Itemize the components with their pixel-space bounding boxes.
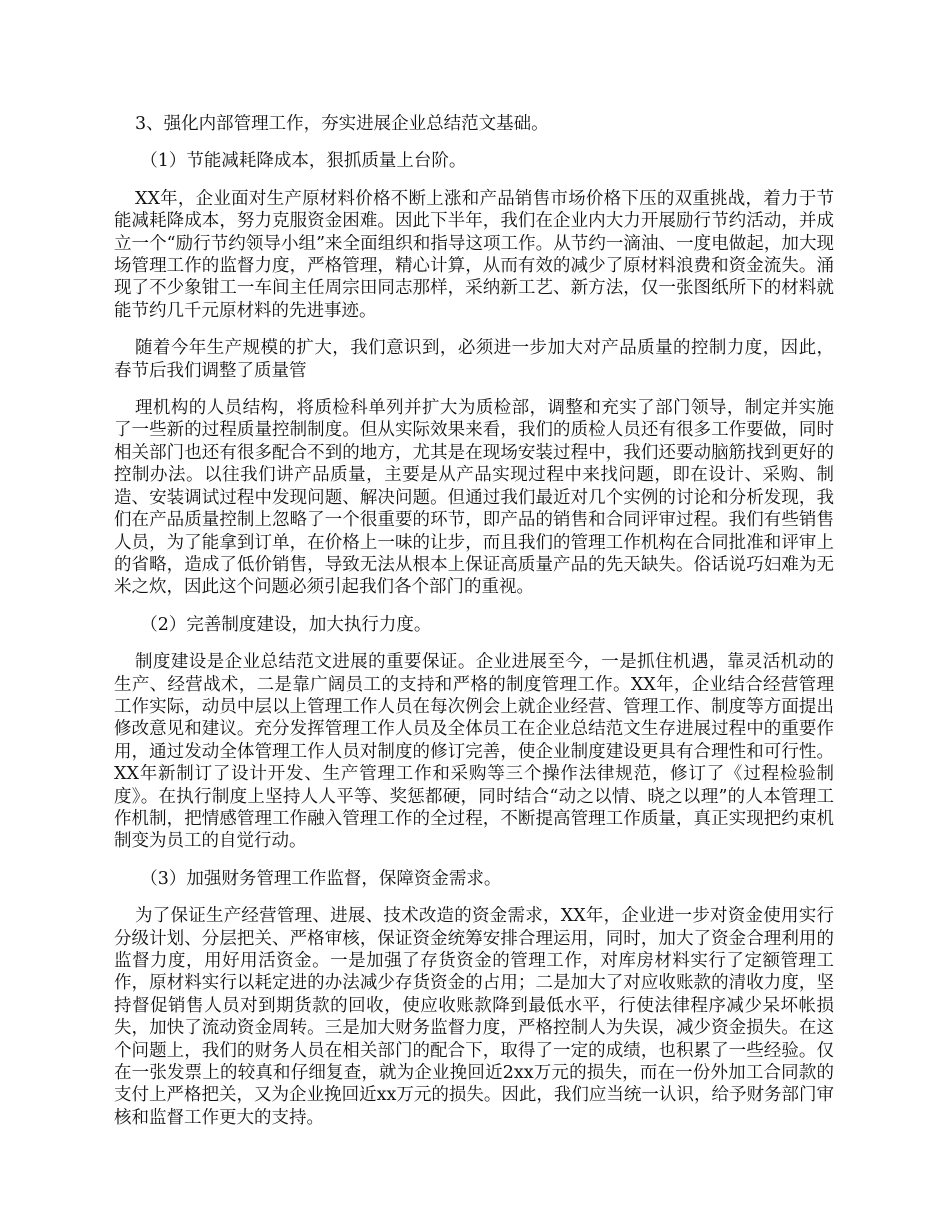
subsection-heading-3: （3）加强财务管理工作监督，保障资金需求。 bbox=[140, 868, 502, 889]
body-paragraph: 理机构的人员结构，将质检科单列并扩大为质检部，调整和充实了部门领导，制定并实施了一些新的过程质量控制制度。但从实际效果来看，我们的质检人员还有很多工作要做，同时相关部门也还有很多配合不到的地方，尤其是在现场安装过程中，我们还要动脑筋找到更好的控制办法。以往我们讲产品质量，主要是从产品实现过程中来找问题，即在设计、采购、制造、安装调试过程中发现问题、解决问题。但通过我们最近对几个实例的讨论和分析发现，我们在产品质量控制上忽略了一个很重要的环节，即产品的销售和合同评审过程。我们有些销售人员，为了能拿到订单，在价格上一味的让步，而且我们的管理工作机构在合同批准和评审上的省略，造成了低价销售，导致无法从根本上保证高质量产品的先天缺失。俗话说巧妇难为无米之炊，因此这个问题必须引起我们各个部门的重视。 bbox=[114, 398, 834, 598]
subsection-heading-2: （2）完善制度建设，加大执行力度。 bbox=[140, 614, 432, 635]
section-heading: 3、强化内部管理工作，夯实进展企业总结范文基础。 bbox=[135, 114, 549, 134]
body-paragraph: 制度建设是企业总结范文进展的重要保证。企业进展至今，一是抓住机遇，靠灵活机动的生产、经营战术，二是靠广阔员工的支持和严格的制度管理工作。XX年，企业结合经营管理工作实际，动员中层以上管理工作人员在每次例会上就企业经营、管理工作、制度等方面提出修改意见和建议。充分发挥管理工作人员及全体员工在企业总结范文生存进展过程中的重要作用，通过发动全体管理工作人员对制度的修订完善，使企业制度建设更具有合理性和可行性。XX年新制订了设计开发、生产管理工作和采购等三个操作法律规范，修订了《过程检验制度》。在执行制度上坚持人人平等、奖惩都硬，同时结合“动之以情、晓之以理”的人本管理工作机制，把情感管理工作融入管理工作的全过程，不断提高管理工作质量，真正实现把约束机制变为员工的自觉行动。 bbox=[114, 652, 834, 852]
body-paragraph: XX年，企业面对生产原材料价格不断上涨和产品销售市场价格下压的双重挑战，着力于节能减耗降成本，努力克服资金困难。因此下半年，我们在企业内大力开展励行节约活动，并成立一个“励行节约领导小组”来全面组织和指导这项工作。从节约一滴油、一度电做起，加大现场管理工作的监督力度，严格管理，精心计算，从而有效的减少了原材料浪费和资金流失。涌现了不少象钳工一车间主任周宗田同志那样，采纳新工艺、新方法，仅一张图纸所下的材料就能节约几千元原材料的先进事迹。 bbox=[114, 188, 834, 321]
body-paragraph: 随着今年生产规模的扩大，我们意识到，必须进一步加大对产品质量的控制力度，因此，春节后我们调整了质量管 bbox=[114, 338, 834, 381]
body-paragraph: 为了保证生产经营管理、进展、技术改造的资金需求，XX年，企业进一步对资金使用实行分级计划、分层把关、严格审核，保证资金统筹安排合理运用，同时，加大了资金合理利用的监督力度，用好用活资金。一是加强了存货资金的管理工作，对库房材料实行了定额管理工作，原材料实行以耗定进的办法减少存货资金的占用；二是加大了对应收账款的清收力度，坚持督促销售人员对到期货款的回收，使应收账款降到最低水平，行使法律程序减少呆坏帐损失，加快了流动资金周转。三是加大财务监督力度，严格控制人为失误，减少资金损失。在这个问题上，我们的财务人员在相关部门的配合下，取得了一定的成绩，也积累了一些经验。仅在一张发票上的较真和仔细复查，就为企业挽回近2xx万元的损失，而在一份外加工合同款的支付上严格把关，又为企业挽回近xx万元的损失。因此，我们应当统一认识，给予财务部门审核和监督工作更大的支持。 bbox=[114, 906, 834, 1128]
document-page bbox=[114, 113, 834, 1144]
subsection-heading-1: （1）节能减耗降成本，狠抓质量上台阶。 bbox=[140, 151, 467, 172]
